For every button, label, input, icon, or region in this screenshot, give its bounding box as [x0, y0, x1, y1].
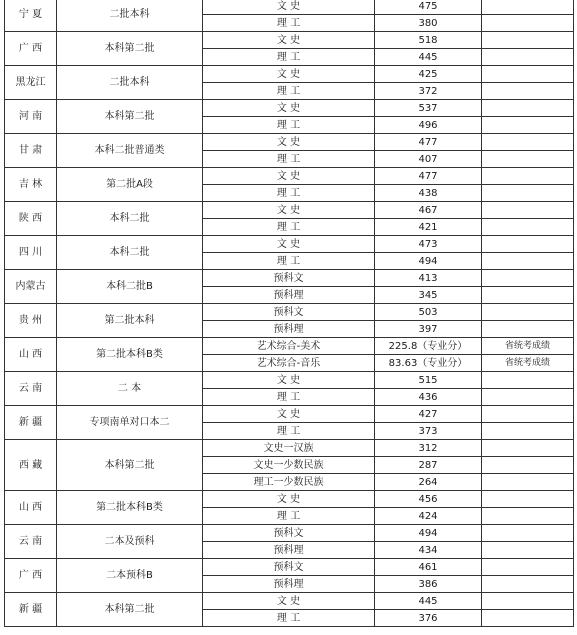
province-cell: 贵 州	[5, 304, 57, 338]
subject-cell: 预科理	[203, 542, 375, 559]
note-cell: 省统考成绩	[482, 355, 574, 372]
batch-cell: 二本预科B	[57, 559, 203, 593]
note-cell	[482, 559, 574, 576]
subject-cell: 理 工	[203, 83, 375, 100]
note-cell	[482, 202, 574, 219]
note-cell: 省统考成绩	[482, 338, 574, 355]
note-cell	[482, 100, 574, 117]
subject-cell: 预科理	[203, 576, 375, 593]
subject-cell: 预科理	[203, 321, 375, 338]
subject-cell: 理 工	[203, 15, 375, 32]
subject-cell: 预科理	[203, 287, 375, 304]
batch-cell: 本科二批B	[57, 270, 203, 304]
table-row	[5, 134, 574, 151]
subject-cell: 文 史	[203, 593, 375, 610]
score-cell: 438	[375, 185, 482, 202]
score-cell: 456	[375, 491, 482, 508]
batch-cell: 二 本	[57, 372, 203, 406]
score-cell: 413	[375, 270, 482, 287]
score-cell: 376	[375, 610, 482, 627]
province-cell: 广 西	[5, 32, 57, 66]
subject-cell: 预科文	[203, 270, 375, 287]
score-cell: 397	[375, 321, 482, 338]
note-cell	[482, 576, 574, 593]
subject-cell: 理 工	[203, 423, 375, 440]
score-cell: 372	[375, 83, 482, 100]
score-cell: 477	[375, 168, 482, 185]
subject-cell: 理 工	[203, 117, 375, 134]
batch-cell: 第二批A段	[57, 168, 203, 202]
score-cell: 287	[375, 457, 482, 474]
batch-cell: 本科二批	[57, 236, 203, 270]
batch-cell: 二本及预科	[57, 525, 203, 559]
batch-cell: 专项南单对口本二	[57, 406, 203, 440]
score-cell: 380	[375, 15, 482, 32]
batch-cell: 二批本科	[57, 0, 203, 32]
note-cell	[482, 406, 574, 423]
subject-cell: 文 史	[203, 406, 375, 423]
subject-cell: 理 工	[203, 219, 375, 236]
batch-cell: 本科第二批	[57, 100, 203, 134]
table-row	[5, 100, 574, 117]
note-cell	[482, 440, 574, 457]
province-cell: 西 藏	[5, 440, 57, 491]
note-cell	[482, 389, 574, 406]
score-cell: 345	[375, 287, 482, 304]
province-cell: 广 西	[5, 559, 57, 593]
batch-cell: 本科第二批	[57, 32, 203, 66]
note-cell	[482, 423, 574, 440]
subject-cell: 文 史	[203, 0, 375, 15]
score-cell: 467	[375, 202, 482, 219]
score-cell: 518	[375, 32, 482, 49]
subject-cell: 文史一少数民族	[203, 457, 375, 474]
table-row	[5, 372, 574, 389]
batch-cell: 二批本科	[57, 66, 203, 100]
subject-cell: 艺术综合-音乐	[203, 355, 375, 372]
province-cell: 陕 西	[5, 202, 57, 236]
subject-cell: 文 史	[203, 236, 375, 253]
score-cell: 434	[375, 542, 482, 559]
score-cell: 515	[375, 372, 482, 389]
note-cell	[482, 491, 574, 508]
score-cell: 225.8（专业分）	[375, 338, 482, 355]
note-cell	[482, 610, 574, 627]
score-cell: 425	[375, 66, 482, 83]
table-row	[5, 0, 574, 15]
table-row	[5, 270, 574, 287]
province-cell: 河 南	[5, 100, 57, 134]
subject-cell: 理 工	[203, 610, 375, 627]
note-cell	[482, 117, 574, 134]
subject-cell: 预科文	[203, 559, 375, 576]
score-cell: 494	[375, 525, 482, 542]
score-cell: 312	[375, 440, 482, 457]
score-cell: 496	[375, 117, 482, 134]
batch-cell: 第二批本科B类	[57, 338, 203, 372]
table-row	[5, 559, 574, 576]
score-cell: 461	[375, 559, 482, 576]
subject-cell: 艺术综合-美术	[203, 338, 375, 355]
score-cell: 407	[375, 151, 482, 168]
province-cell: 山 西	[5, 491, 57, 525]
batch-cell: 第二批本科B类	[57, 491, 203, 525]
subject-cell: 文 史	[203, 491, 375, 508]
score-cell: 83.63（专业分）	[375, 355, 482, 372]
table-row	[5, 304, 574, 321]
score-cell: 373	[375, 423, 482, 440]
note-cell	[482, 525, 574, 542]
table-row	[5, 525, 574, 542]
province-cell: 黑龙江	[5, 66, 57, 100]
subject-cell: 预科文	[203, 304, 375, 321]
note-cell	[482, 287, 574, 304]
score-cell: 503	[375, 304, 482, 321]
subject-cell: 理工一少数民族	[203, 474, 375, 491]
score-cell: 537	[375, 100, 482, 117]
subject-cell: 理 工	[203, 185, 375, 202]
admission-score-table	[4, 0, 574, 627]
note-cell	[482, 304, 574, 321]
province-cell: 吉 林	[5, 168, 57, 202]
note-cell	[482, 15, 574, 32]
note-cell	[482, 508, 574, 525]
subject-cell: 理 工	[203, 389, 375, 406]
table-row	[5, 32, 574, 49]
table-row	[5, 202, 574, 219]
table-row	[5, 593, 574, 610]
note-cell	[482, 253, 574, 270]
province-cell: 山 西	[5, 338, 57, 372]
score-cell: 473	[375, 236, 482, 253]
table-row	[5, 338, 574, 355]
score-cell: 475	[375, 0, 482, 15]
province-cell: 云 南	[5, 525, 57, 559]
table-row	[5, 66, 574, 83]
note-cell	[482, 49, 574, 66]
table-row	[5, 168, 574, 185]
note-cell	[482, 66, 574, 83]
subject-cell: 理 工	[203, 49, 375, 66]
batch-cell: 本科二批	[57, 202, 203, 236]
table-row	[5, 491, 574, 508]
note-cell	[482, 83, 574, 100]
batch-cell: 本科二批普通类	[57, 134, 203, 168]
note-cell	[482, 151, 574, 168]
subject-cell: 理 工	[203, 508, 375, 525]
subject-cell: 文 史	[203, 168, 375, 185]
note-cell	[482, 270, 574, 287]
note-cell	[482, 321, 574, 338]
score-cell: 445	[375, 49, 482, 66]
note-cell	[482, 32, 574, 49]
province-cell: 内蒙古	[5, 270, 57, 304]
batch-cell: 本科第二批	[57, 440, 203, 491]
score-cell: 445	[375, 593, 482, 610]
subject-cell: 文 史	[203, 372, 375, 389]
score-cell: 264	[375, 474, 482, 491]
subject-cell: 文 史	[203, 66, 375, 83]
table-body	[5, 0, 574, 627]
note-cell	[482, 474, 574, 491]
subject-cell: 文 史	[203, 134, 375, 151]
subject-cell: 文 史	[203, 100, 375, 117]
note-cell	[482, 219, 574, 236]
score-cell: 427	[375, 406, 482, 423]
score-cell: 424	[375, 508, 482, 525]
note-cell	[482, 542, 574, 559]
note-cell	[482, 134, 574, 151]
score-cell: 494	[375, 253, 482, 270]
subject-cell: 文 史	[203, 32, 375, 49]
note-cell	[482, 457, 574, 474]
score-cell: 421	[375, 219, 482, 236]
note-cell	[482, 236, 574, 253]
score-cell: 386	[375, 576, 482, 593]
province-cell: 新 疆	[5, 406, 57, 440]
note-cell	[482, 168, 574, 185]
note-cell	[482, 0, 574, 15]
subject-cell: 理 工	[203, 151, 375, 168]
province-cell: 云 南	[5, 372, 57, 406]
subject-cell: 文史一汉族	[203, 440, 375, 457]
subject-cell: 文 史	[203, 202, 375, 219]
subject-cell: 预科文	[203, 525, 375, 542]
table-row	[5, 440, 574, 457]
province-cell: 宁 夏	[5, 0, 57, 32]
subject-cell: 理 工	[203, 253, 375, 270]
table-row	[5, 406, 574, 423]
note-cell	[482, 372, 574, 389]
score-table-container	[4, 0, 574, 627]
table-row	[5, 236, 574, 253]
note-cell	[482, 185, 574, 202]
province-cell: 四 川	[5, 236, 57, 270]
province-cell: 新 疆	[5, 593, 57, 627]
score-cell: 477	[375, 134, 482, 151]
province-cell: 甘 肃	[5, 134, 57, 168]
score-cell: 436	[375, 389, 482, 406]
batch-cell: 第二批本科	[57, 304, 203, 338]
note-cell	[482, 593, 574, 610]
batch-cell: 本科第二批	[57, 593, 203, 627]
